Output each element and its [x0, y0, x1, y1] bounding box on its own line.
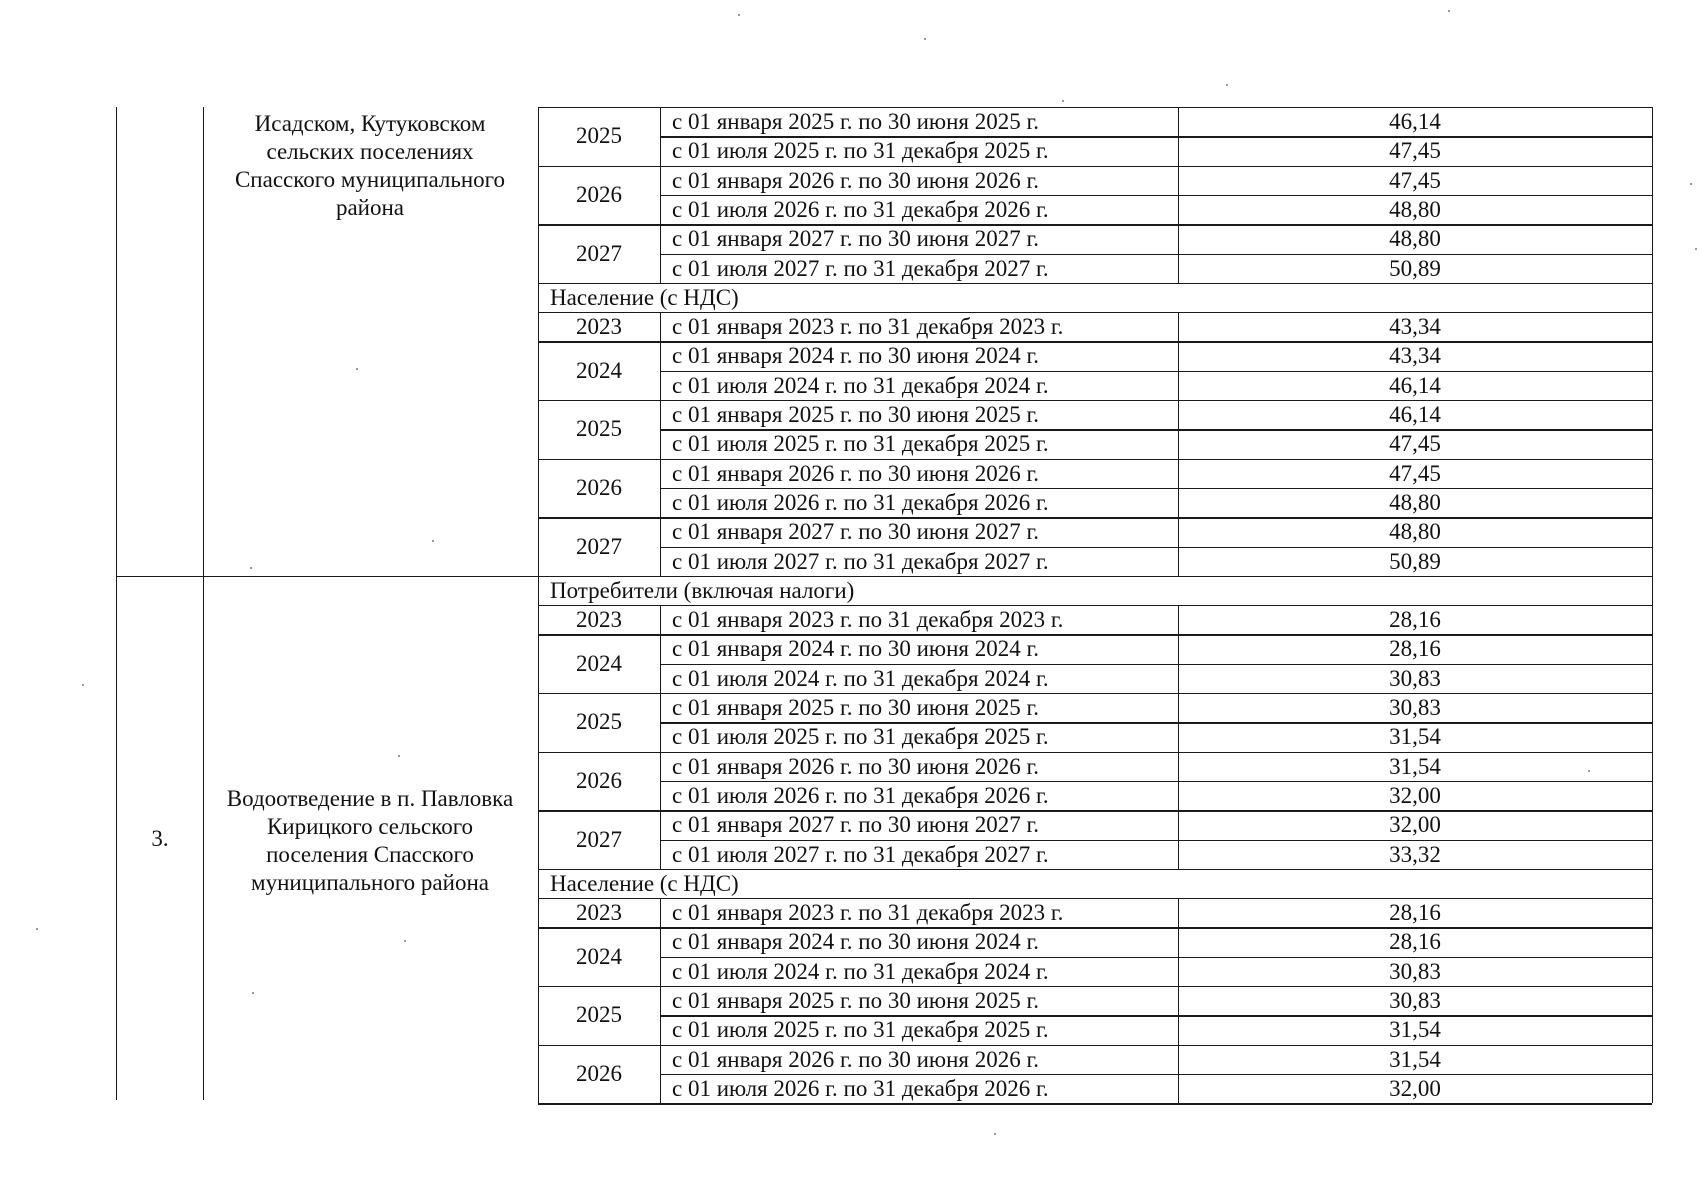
period-cell: с 01 июля 2026 г. по 31 декабря 2026 г.	[672, 196, 1049, 222]
section-b-name-line: Кирицкого сельского	[266, 814, 474, 839]
column-border	[1178, 986, 1179, 1045]
column-border	[1178, 810, 1179, 869]
column-border	[660, 693, 661, 752]
scan-speck	[1690, 183, 1692, 185]
tariff-value-cell: 31,54	[1389, 724, 1441, 750]
column-border	[660, 459, 661, 518]
period-cell: с 01 июля 2025 г. по 31 декабря 2025 г.	[672, 724, 1049, 750]
section-a-name-line: сельских поселениях	[266, 139, 474, 164]
number-column-border	[203, 107, 204, 1100]
tariff-value-cell: 50,89	[1389, 255, 1441, 281]
tariff-value-cell: 31,54	[1389, 753, 1441, 779]
scan-speck	[432, 540, 434, 542]
period-cell: с 01 июля 2024 г. по 31 декабря 2024 г.	[672, 372, 1049, 398]
period-cell: с 01 января 2026 г. по 30 июня 2026 г.	[672, 1046, 1040, 1072]
section-b-name-line: Водоотведение в п. Павловка	[226, 786, 514, 811]
group-heading: Население (с НДС)	[550, 284, 739, 310]
column-border	[1178, 224, 1179, 283]
tariff-value-cell: 33,32	[1389, 841, 1441, 867]
tariff-value-cell: 28,16	[1389, 636, 1441, 662]
period-cell: с 01 января 2027 г. по 30 июня 2027 г.	[672, 812, 1040, 838]
period-cell: с 01 января 2027 г. по 30 июня 2027 г.	[672, 226, 1040, 252]
tariff-value-cell: 28,16	[1389, 900, 1441, 926]
period-cell: с 01 июля 2026 г. по 31 декабря 2026 г.	[672, 782, 1049, 808]
year-cell: 2023	[576, 606, 622, 632]
column-border	[660, 1045, 661, 1104]
scan-speck	[82, 684, 84, 686]
year-cell: 2025	[576, 416, 622, 442]
column-border	[660, 898, 661, 927]
column-border	[1178, 459, 1179, 518]
column-border	[660, 752, 661, 811]
period-cell: с 01 января 2024 г. по 30 июня 2024 г.	[672, 343, 1040, 369]
tariff-value-cell: 48,80	[1389, 226, 1441, 252]
scan-speck	[1062, 100, 1064, 102]
year-cell: 2025	[576, 709, 622, 735]
column-border	[1178, 400, 1179, 459]
tariff-value-cell: 30,83	[1389, 988, 1441, 1013]
column-border	[1178, 517, 1179, 576]
table-left-border	[538, 107, 539, 1103]
section-a-name	[210, 110, 530, 222]
period-cell: с 01 июля 2027 г. по 31 декабря 2027 г.	[672, 841, 1049, 867]
year-cell: 2023	[576, 899, 622, 925]
column-border	[1178, 927, 1179, 986]
column-border	[1178, 1045, 1179, 1104]
tariff-value-cell: 50,89	[1389, 548, 1441, 574]
column-border	[660, 341, 661, 400]
tariff-value-cell: 43,34	[1389, 314, 1441, 340]
scan-speck	[404, 940, 406, 942]
period-cell: с 01 июля 2024 г. по 31 декабря 2024 г.	[672, 665, 1049, 691]
tariff-value-cell: 28,16	[1389, 929, 1441, 955]
tariff-value-cell: 30,83	[1389, 958, 1441, 984]
column-border	[660, 927, 661, 986]
year-cell: 2026	[576, 474, 622, 500]
year-cell: 2026	[576, 767, 622, 793]
column-border	[660, 605, 661, 634]
scan-speck	[398, 755, 400, 757]
column-border	[660, 107, 661, 166]
tariff-value-cell: 48,80	[1389, 196, 1441, 222]
column-border	[660, 986, 661, 1045]
period-cell: с 01 января 2026 г. по 30 июня 2026 г.	[672, 460, 1040, 486]
tariff-value-cell: 32,00	[1389, 812, 1441, 838]
period-cell: с 01 января 2024 г. по 30 июня 2024 г.	[672, 636, 1040, 662]
tariff-value-cell: 46,14	[1389, 372, 1441, 398]
column-border	[660, 634, 661, 693]
tariff-value-cell: 47,45	[1389, 460, 1441, 486]
period-cell: с 01 января 2025 г. по 30 июня 2025 г.	[672, 109, 1040, 134]
period-cell: с 01 июля 2025 г. по 31 декабря 2025 г.	[672, 138, 1049, 164]
year-cell: 2026	[576, 1060, 622, 1086]
year-cell: 2027	[576, 240, 622, 266]
section-a-name-line: района	[335, 195, 405, 220]
tariff-value-cell: 43,34	[1389, 343, 1441, 369]
column-border	[1178, 166, 1179, 225]
column-border	[1178, 898, 1179, 927]
year-cell: 2026	[576, 181, 622, 207]
tariff-value-cell: 32,00	[1389, 782, 1441, 808]
year-cell: 2025	[576, 123, 622, 149]
section-b-name	[210, 785, 530, 897]
tariff-value-cell: 46,14	[1389, 109, 1441, 134]
tariff-value-cell: 28,16	[1389, 607, 1441, 633]
period-cell: с 01 июля 2026 г. по 31 декабря 2026 г.	[672, 1075, 1049, 1101]
period-cell: с 01 июля 2025 г. по 31 декабря 2025 г.	[672, 1017, 1049, 1043]
column-border	[1178, 605, 1179, 634]
scan-speck	[738, 14, 740, 16]
scan-speck	[1226, 84, 1228, 86]
section-a-name-line: Спасского муниципального	[234, 167, 506, 192]
period-cell: с 01 января 2023 г. по 31 декабря 2023 г.	[672, 314, 1064, 340]
scan-speck	[250, 567, 252, 569]
section-b-name-line: поселения Спасского	[266, 842, 474, 867]
column-border	[1178, 312, 1179, 341]
section-b-number: 3.	[151, 826, 169, 851]
period-cell: с 01 января 2027 г. по 30 июня 2027 г.	[672, 519, 1040, 545]
tariff-value-cell: 48,80	[1389, 519, 1441, 545]
tariff-value-cell: 47,45	[1389, 431, 1441, 457]
scan-speck	[1695, 248, 1697, 250]
section-a-name-line: Исадском, Кутуковском	[254, 111, 486, 136]
tariff-value-cell: 31,54	[1389, 1046, 1441, 1072]
scan-speck	[1448, 10, 1450, 12]
period-cell: с 01 июля 2027 г. по 31 декабря 2027 г.	[672, 255, 1049, 281]
year-cell: 2024	[576, 650, 622, 676]
scan-speck	[252, 992, 254, 994]
period-cell: с 01 января 2025 г. по 30 июня 2025 г.	[672, 402, 1040, 427]
scan-speck	[356, 368, 358, 370]
group-heading: Население (с НДС)	[550, 870, 739, 896]
scan-speck	[1588, 770, 1590, 772]
year-cell: 2027	[576, 533, 622, 559]
tariff-value-cell: 30,83	[1389, 695, 1441, 720]
column-border	[660, 224, 661, 283]
group-heading: Потребители (включая налоги)	[550, 577, 855, 603]
year-cell: 2024	[576, 357, 622, 383]
column-border	[1178, 341, 1179, 400]
column-border	[1178, 634, 1179, 693]
column-border	[660, 400, 661, 459]
column-border	[1178, 752, 1179, 811]
tariff-value-cell: 32,00	[1389, 1075, 1441, 1101]
tariff-value-cell: 47,45	[1389, 138, 1441, 164]
column-border	[1178, 107, 1179, 166]
tariff-value-cell: 31,54	[1389, 1017, 1441, 1043]
table-bottom-border	[538, 1103, 1652, 1104]
period-cell: с 01 января 2026 г. по 30 июня 2026 г.	[672, 753, 1040, 779]
tariff-value-cell: 30,83	[1389, 665, 1441, 691]
period-cell: с 01 июля 2024 г. по 31 декабря 2024 г.	[672, 958, 1049, 984]
column-border	[660, 166, 661, 225]
column-border	[660, 517, 661, 576]
scan-speck	[994, 1133, 996, 1135]
period-cell: с 01 января 2024 г. по 30 июня 2024 г.	[672, 929, 1040, 955]
year-cell: 2024	[576, 943, 622, 969]
year-cell: 2027	[576, 826, 622, 852]
scan-speck	[36, 928, 38, 930]
outer-left-border	[116, 107, 117, 1100]
scan-speck	[924, 38, 926, 40]
period-cell: с 01 июля 2026 г. по 31 декабря 2026 г.	[672, 489, 1049, 515]
section-b-name-line: муниципального района	[251, 870, 489, 895]
period-cell: с 01 июля 2027 г. по 31 декабря 2027 г.	[672, 548, 1049, 574]
column-border	[660, 810, 661, 869]
period-cell: с 01 января 2025 г. по 30 июня 2025 г.	[672, 695, 1040, 720]
year-cell: 2023	[576, 313, 622, 339]
tariff-value-cell: 46,14	[1389, 402, 1441, 427]
period-cell: с 01 января 2026 г. по 30 июня 2026 г.	[672, 167, 1040, 193]
period-cell: с 01 января 2023 г. по 31 декабря 2023 г.	[672, 900, 1064, 926]
year-cell: 2025	[576, 1002, 622, 1028]
column-border	[1178, 693, 1179, 752]
section-divider	[116, 576, 538, 577]
column-border	[660, 312, 661, 341]
period-cell: с 01 июля 2025 г. по 31 декабря 2025 г.	[672, 431, 1049, 457]
table-right-border	[1652, 107, 1653, 1103]
tariff-value-cell: 47,45	[1389, 167, 1441, 193]
period-cell: с 01 января 2023 г. по 31 декабря 2023 г.	[672, 607, 1064, 633]
tariff-value-cell: 48,80	[1389, 489, 1441, 515]
period-cell: с 01 января 2025 г. по 30 июня 2025 г.	[672, 988, 1040, 1013]
